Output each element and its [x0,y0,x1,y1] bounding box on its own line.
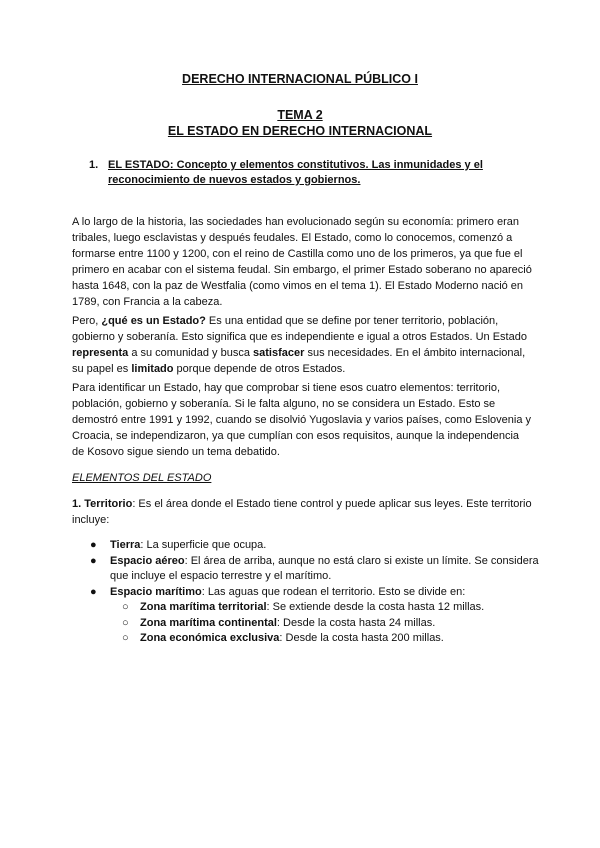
bold-term: limitado [131,363,174,375]
section-number: 1. [89,159,99,171]
text-span: sus necesidades. En el ámbito internacional, su papel es [72,347,526,375]
sublist-item [110,631,542,647]
bold-term: representa [72,347,129,359]
bullet-icon: ● [90,539,97,551]
item-label: Zona económica exclusiva [140,632,280,644]
item-text: : Las aguas que rodean el territorio. Esto se divide en: [201,585,466,598]
list-item [72,554,542,585]
item-label: Tierra [110,539,141,551]
circle-bullet-icon: ○ [122,632,129,644]
bullet-icon: ● [90,554,97,567]
text-span: porque depende de otros Estados. [173,363,346,375]
territorio-text: : Es el área donde el Estado tiene control y puede aplicar sus leyes. Este territorio incluye: [72,498,532,526]
item-text: : La superficie que ocupa. [140,539,267,551]
tema-number: TEMA 2 [277,108,323,122]
text-span: Pero, [72,315,102,327]
item-text: : Desde la costa hasta 200 millas. [279,632,444,644]
paragraph-definition [72,313,532,377]
item-text: : El área de arriba, aunque no está claro si existe un límite. Se considera que incluye el espacio terrestre y el marítimo. [110,554,539,582]
list-item [72,538,542,554]
item-text: : Desde la costa hasta 24 millas. [276,616,436,629]
item-label: Espacio marítimo [110,585,202,598]
text-span: a su comunidad y busca [128,347,254,359]
text-span: Es una entidad que se define por tener territorio, población, gobierno y soberanía. Esto significa que es independiente e igual a otros Estados. Un Estado [72,315,527,343]
bold-term: satisfacer [253,347,305,359]
item-label: Espacio aéreo [110,554,185,567]
paragraph-history: A lo largo de la historia, las sociedades han evolucionado según su economía: primero eran tribales, luego esclavistas y después feudales. El Estado, como lo conocemos, comenzó a formarse entre 1100 y 1200, con el reino de Castilla como uno de los primeros, ya que fue el primero en acabar con el sistema feudal. Sin embargo, el primer Estado soberano no apareció hasta 1648, con la paz de Westfalia (como vimos en el tema 1). El Estado Moderno nació en 1789, con Francia a la cabeza. [72,216,532,308]
tema-title: EL ESTADO EN DERECHO INTERNACIONAL [167,124,433,138]
bold-question: ¿qué es un Estado? [101,315,206,327]
list-item [72,585,542,647]
bullet-icon: ● [90,585,97,598]
item-label: Zona marítima territorial [140,601,267,613]
maritime-sublist [110,600,542,647]
section-title: EL ESTADO: Concepto y elementos constitutivos. Las inmunidades y el reconocimiento de nuevos estados y gobiernos. [108,159,483,186]
circle-bullet-icon: ○ [122,616,129,629]
course-title: DERECHO INTERNACIONAL PÚBLICO I [182,72,418,86]
sublist-item [110,600,542,616]
item-text: : Se extiende desde la costa hasta 12 millas. [266,601,485,613]
elementos-heading: ELEMENTOS DEL ESTADO [72,472,212,484]
circle-bullet-icon: ○ [122,601,129,613]
paragraph-identification: Para identificar un Estado, hay que comprobar si tiene esos cuatro elementos: territorio, población, gobierno y soberanía. Si le falta alguno, no se considera un Estado. Esto se demostró entre 1991 y 1992, cuando se disolvió Yugoslavia y varios países, como Eslovenia y Croacia, se independizaron, ya que cumplían con esos requisitos, aunque la independencia de Kosovo sigue siendo un tema debatido. [72,382,532,458]
section-heading [89,158,519,188]
paragraph-territorio [72,496,532,528]
territorio-label: 1. Territorio [72,498,133,510]
item-label: Zona marítima continental [140,616,277,629]
sublist-item [110,616,542,632]
territorio-list [72,538,542,647]
